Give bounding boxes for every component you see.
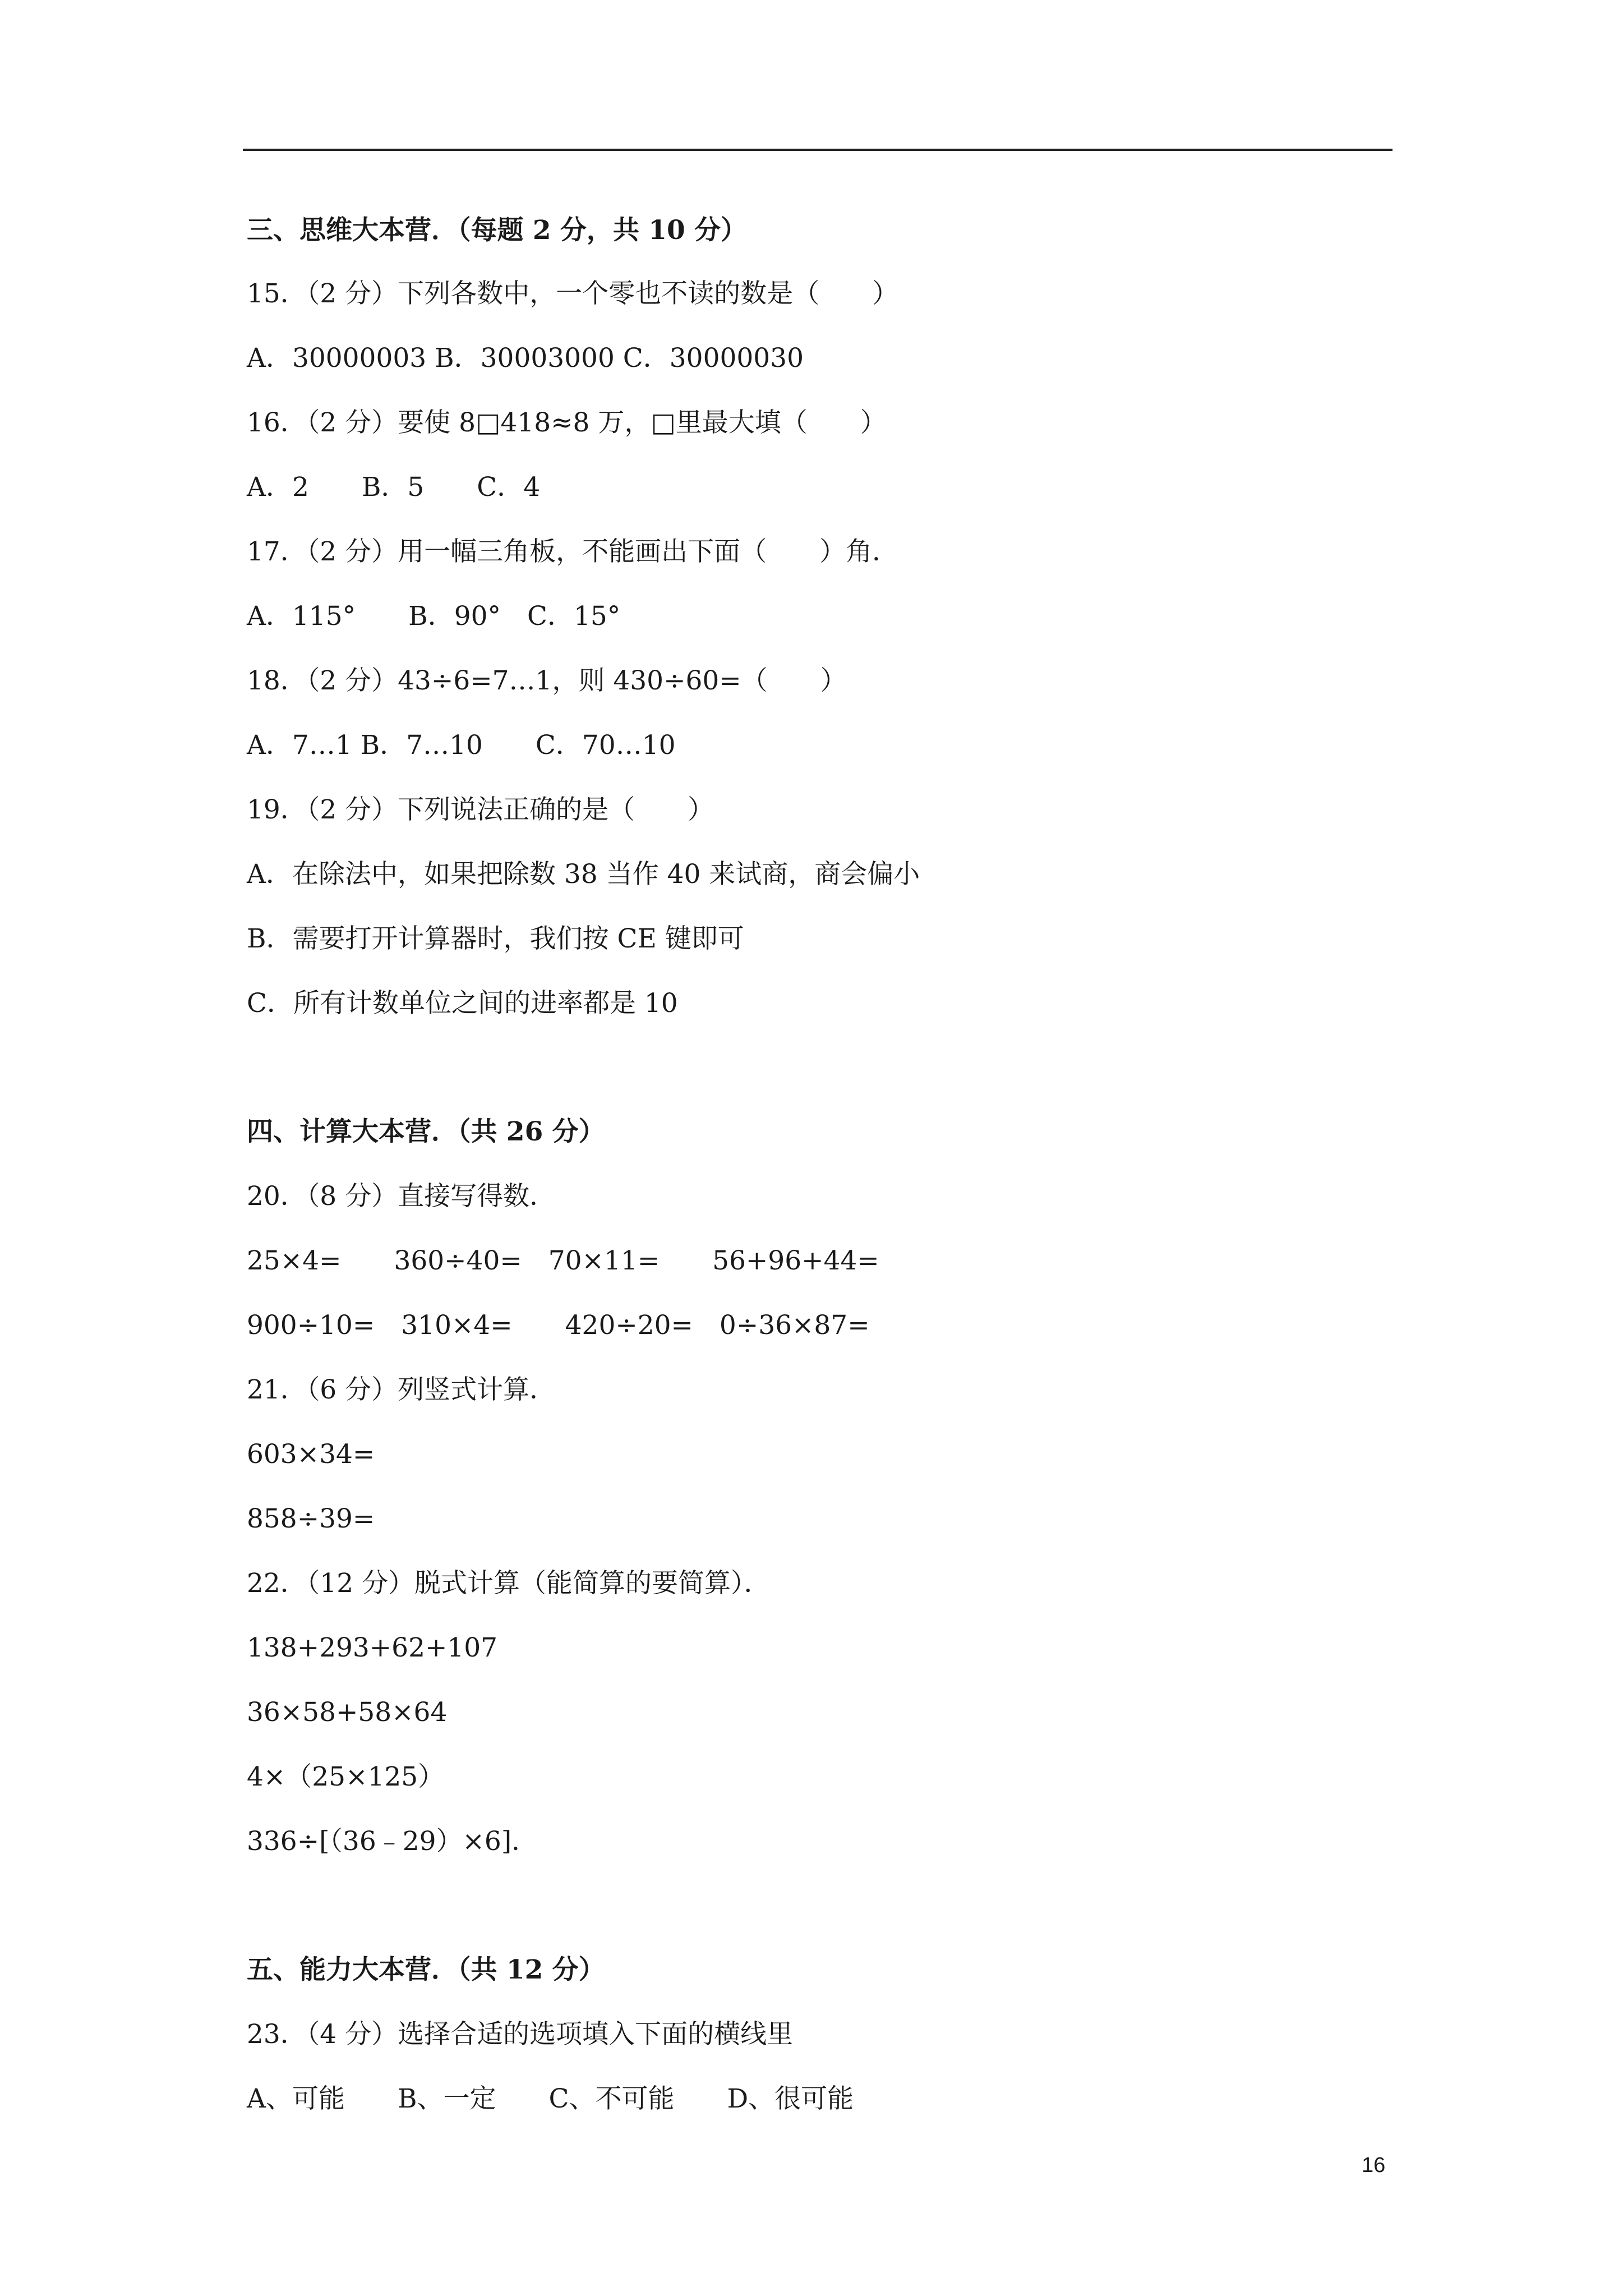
question-23: 23．（4 分）选择合适的选项填入下面的横线里: [247, 2019, 794, 2050]
question-17-options: A．115° B．90° C．15°: [247, 601, 621, 632]
question-22-item-1: 138+293+62+107: [247, 1632, 498, 1663]
question-20: 20．（8 分）直接写得数．: [247, 1181, 556, 1212]
question-19: 19．（2 分）下列说法正确的是（ ）: [247, 794, 714, 825]
question-19-option-c: C．所有计数单位之间的进率都是 10: [247, 988, 678, 1019]
question-17: 17．（2 分）用一幅三角板，不能画出下面（ ）角．: [247, 536, 899, 567]
question-21-item-1: 603×34=: [247, 1439, 375, 1470]
question-21-item-2: 858÷39=: [247, 1503, 375, 1534]
question-22: 22．（12 分）脱式计算（能简算的要简算）．: [247, 1568, 771, 1599]
section-heading-5: 五、能力大本营．（共 12 分）: [247, 1954, 605, 1985]
question-22-item-4: 336÷[（36﹣29）×6]．: [247, 1826, 538, 1857]
question-16-options: A．2 B．5 C．4: [247, 472, 541, 503]
section-heading-3: 三、思维大本营．（每题 2 分，共 10 分）: [247, 215, 748, 246]
question-16: 16．（2 分）要使 8□418≈8 万，□里最大填（ ）: [247, 407, 887, 438]
section-heading-4: 四、计算大本营．（共 26 分）: [247, 1116, 605, 1147]
question-22-item-2: 36×58+58×64: [247, 1697, 448, 1728]
question-19-option-a: A．在除法中，如果把除数 38 当作 40 来试商，商会偏小: [247, 859, 920, 890]
question-22-item-3: 4×（25×125）: [247, 1761, 445, 1792]
question-19-option-b: B．需要打开计算器时，我们按 CE 键即可: [247, 923, 744, 954]
question-20-row-1: 25×4= 360÷40= 70×11= 56+96+44=: [247, 1245, 879, 1276]
question-20-row-2: 900÷10= 310×4= 420÷20= 0÷36×87=: [247, 1310, 870, 1341]
page-number: 16: [1362, 2154, 1386, 2177]
question-15: 15．（2 分）下列各数中，一个零也不读的数是（ ）: [247, 278, 899, 309]
question-23-options: A、可能 B、一定 C、不可能 D、很可能: [247, 2083, 854, 2114]
header-rule: [243, 149, 1393, 151]
question-18-options: A．7…1 B．7…10 C．70…10: [247, 730, 676, 761]
question-18: 18．（2 分）43÷6=7…1，则 430÷60=（ ）: [247, 665, 847, 696]
question-21: 21．（6 分）列竖式计算．: [247, 1374, 556, 1405]
question-15-options: A．30000003 B．30003000 C．30000030: [247, 343, 804, 374]
